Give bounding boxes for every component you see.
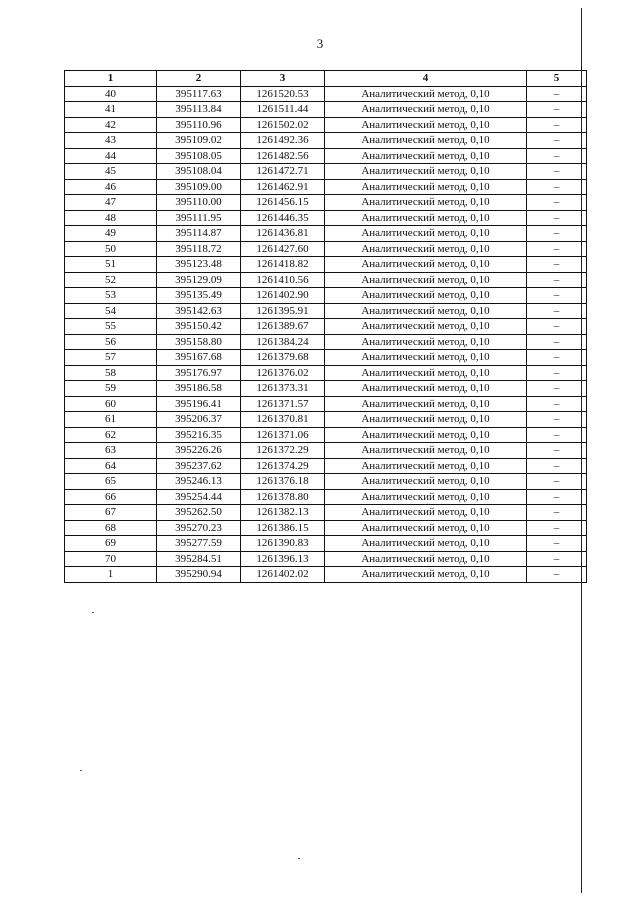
cell-description: – [527,350,587,366]
cell-method: Аналитический метод, 0,10 [325,443,527,459]
cell-point-number: 58 [65,365,157,381]
cell-point-number: 70 [65,551,157,567]
table-row [65,195,587,211]
cell-description: – [527,489,587,505]
cell-y-coordinate: 1261379.68 [241,350,325,366]
cell-y-coordinate: 1261384.24 [241,334,325,350]
scan-speck [80,770,82,771]
table-row [65,551,587,567]
table-row [65,319,587,335]
cell-x-coordinate: 395129.09 [157,272,241,288]
cell-y-coordinate: 1261436.81 [241,226,325,242]
cell-point-number: 67 [65,505,157,521]
cell-y-coordinate: 1261446.35 [241,210,325,226]
cell-method: Аналитический метод, 0,10 [325,303,527,319]
cell-method: Аналитический метод, 0,10 [325,226,527,242]
cell-point-number: 63 [65,443,157,459]
cell-method: Аналитический метод, 0,10 [325,164,527,180]
cell-y-coordinate: 1261410.56 [241,272,325,288]
cell-x-coordinate: 395113.84 [157,102,241,118]
cell-description: – [527,179,587,195]
cell-description: – [527,117,587,133]
cell-point-number: 43 [65,133,157,149]
table-row [65,396,587,412]
cell-y-coordinate: 1261372.29 [241,443,325,459]
cell-y-coordinate: 1261371.57 [241,396,325,412]
table-row [65,257,587,273]
cell-method: Аналитический метод, 0,10 [325,257,527,273]
cell-point-number: 60 [65,396,157,412]
table-row [65,241,587,257]
table-row [65,179,587,195]
cell-method: Аналитический метод, 0,10 [325,396,527,412]
cell-method: Аналитический метод, 0,10 [325,412,527,428]
table-row [65,288,587,304]
table-row [65,489,587,505]
cell-point-number: 64 [65,458,157,474]
cell-x-coordinate: 395135.49 [157,288,241,304]
cell-point-number: 57 [65,350,157,366]
table-row [65,381,587,397]
cell-point-number: 48 [65,210,157,226]
header-description: 5 [527,71,587,87]
cell-description: – [527,427,587,443]
table-row [65,443,587,459]
table-row [65,458,587,474]
cell-description: – [527,288,587,304]
cell-point-number: 42 [65,117,157,133]
cell-point-number: 61 [65,412,157,428]
page-number: 3 [316,36,324,51]
cell-x-coordinate: 395111.95 [157,210,241,226]
cell-y-coordinate: 1261511.44 [241,102,325,118]
cell-method: Аналитический метод, 0,10 [325,117,527,133]
cell-y-coordinate: 1261427.60 [241,241,325,257]
cell-y-coordinate: 1261396.13 [241,551,325,567]
cell-y-coordinate: 1261472.71 [241,164,325,180]
cell-point-number: 62 [65,427,157,443]
cell-description: – [527,458,587,474]
cell-description: – [527,257,587,273]
table-row [65,350,587,366]
table-row [65,536,587,552]
cell-point-number: 1 [65,567,157,583]
cell-y-coordinate: 1261520.53 [241,86,325,102]
cell-description: – [527,365,587,381]
cell-x-coordinate: 395237.62 [157,458,241,474]
cell-y-coordinate: 1261389.67 [241,319,325,335]
cell-description: – [527,520,587,536]
cell-x-coordinate: 395109.02 [157,133,241,149]
cell-y-coordinate: 1261371.06 [241,427,325,443]
cell-x-coordinate: 395284.51 [157,551,241,567]
cell-point-number: 41 [65,102,157,118]
cell-description: – [527,210,587,226]
table-row [65,427,587,443]
cell-y-coordinate: 1261402.90 [241,288,325,304]
cell-point-number: 56 [65,334,157,350]
table-row [65,272,587,288]
table-row [65,164,587,180]
cell-description: – [527,334,587,350]
header-point-number: 1 [65,71,157,87]
cell-x-coordinate: 395254.44 [157,489,241,505]
cell-y-coordinate: 1261456.15 [241,195,325,211]
cell-x-coordinate: 395110.96 [157,117,241,133]
table-row [65,102,587,118]
cell-method: Аналитический метод, 0,10 [325,381,527,397]
cell-description: – [527,396,587,412]
cell-x-coordinate: 395246.13 [157,474,241,490]
cell-x-coordinate: 395108.04 [157,164,241,180]
table-row [65,412,587,428]
cell-x-coordinate: 395206.37 [157,412,241,428]
cell-method: Аналитический метод, 0,10 [325,551,527,567]
table-row [65,117,587,133]
cell-method: Аналитический метод, 0,10 [325,179,527,195]
cell-description: – [527,241,587,257]
cell-description: – [527,133,587,149]
cell-method: Аналитический метод, 0,10 [325,210,527,226]
table-row [65,210,587,226]
coordinates-table [64,70,587,583]
cell-method: Аналитический метод, 0,10 [325,334,527,350]
cell-y-coordinate: 1261376.02 [241,365,325,381]
cell-x-coordinate: 395123.48 [157,257,241,273]
cell-point-number: 51 [65,257,157,273]
cell-description: – [527,412,587,428]
cell-description: – [527,474,587,490]
cell-description: – [527,536,587,552]
cell-method: Аналитический метод, 0,10 [325,195,527,211]
cell-method: Аналитический метод, 0,10 [325,458,527,474]
scan-speck [298,858,300,859]
header-y-coordinate: 3 [241,71,325,87]
cell-method: Аналитический метод, 0,10 [325,427,527,443]
cell-description: – [527,505,587,521]
cell-point-number: 47 [65,195,157,211]
cell-y-coordinate: 1261370.81 [241,412,325,428]
cell-method: Аналитический метод, 0,10 [325,319,527,335]
table-row [65,567,587,583]
table-body [65,86,587,582]
cell-point-number: 68 [65,520,157,536]
cell-y-coordinate: 1261373.31 [241,381,325,397]
cell-point-number: 59 [65,381,157,397]
table-row [65,520,587,536]
cell-x-coordinate: 395196.41 [157,396,241,412]
cell-description: – [527,226,587,242]
cell-method: Аналитический метод, 0,10 [325,148,527,164]
cell-point-number: 50 [65,241,157,257]
cell-description: – [527,381,587,397]
cell-description: – [527,164,587,180]
cell-x-coordinate: 395176.97 [157,365,241,381]
table-row [65,86,587,102]
cell-description: – [527,102,587,118]
cell-description: – [527,86,587,102]
table-row [65,474,587,490]
cell-x-coordinate: 395216.35 [157,427,241,443]
cell-point-number: 66 [65,489,157,505]
scan-speck [92,612,94,613]
cell-description: – [527,443,587,459]
cell-y-coordinate: 1261382.13 [241,505,325,521]
cell-y-coordinate: 1261390.83 [241,536,325,552]
table-header-row [65,71,587,87]
cell-y-coordinate: 1261502.02 [241,117,325,133]
table-row [65,148,587,164]
cell-x-coordinate: 395262.50 [157,505,241,521]
cell-y-coordinate: 1261482.56 [241,148,325,164]
cell-x-coordinate: 395114.87 [157,226,241,242]
cell-description: – [527,567,587,583]
cell-x-coordinate: 395150.42 [157,319,241,335]
cell-y-coordinate: 1261376.18 [241,474,325,490]
cell-y-coordinate: 1261418.82 [241,257,325,273]
table-row [65,334,587,350]
table-row [65,133,587,149]
cell-point-number: 46 [65,179,157,195]
table-row [65,365,587,381]
header-method: 4 [325,71,527,87]
cell-y-coordinate: 1261402.02 [241,567,325,583]
cell-point-number: 49 [65,226,157,242]
table-row [65,303,587,319]
cell-point-number: 52 [65,272,157,288]
cell-y-coordinate: 1261378.80 [241,489,325,505]
cell-x-coordinate: 395290.94 [157,567,241,583]
cell-description: – [527,303,587,319]
cell-x-coordinate: 395118.72 [157,241,241,257]
cell-method: Аналитический метод, 0,10 [325,505,527,521]
cell-x-coordinate: 395158.80 [157,334,241,350]
cell-y-coordinate: 1261386.15 [241,520,325,536]
cell-point-number: 65 [65,474,157,490]
cell-method: Аналитический метод, 0,10 [325,133,527,149]
cell-method: Аналитический метод, 0,10 [325,365,527,381]
cell-method: Аналитический метод, 0,10 [325,350,527,366]
cell-method: Аналитический метод, 0,10 [325,272,527,288]
cell-x-coordinate: 395108.05 [157,148,241,164]
cell-method: Аналитический метод, 0,10 [325,520,527,536]
cell-y-coordinate: 1261462.91 [241,179,325,195]
cell-point-number: 55 [65,319,157,335]
table-row [65,505,587,521]
cell-y-coordinate: 1261374.29 [241,458,325,474]
cell-description: – [527,148,587,164]
cell-x-coordinate: 395117.63 [157,86,241,102]
cell-method: Аналитический метод, 0,10 [325,536,527,552]
cell-description: – [527,319,587,335]
header-x-coordinate: 2 [157,71,241,87]
cell-point-number: 40 [65,86,157,102]
cell-x-coordinate: 395110.00 [157,195,241,211]
cell-point-number: 69 [65,536,157,552]
cell-x-coordinate: 395186.58 [157,381,241,397]
table-row [65,226,587,242]
cell-y-coordinate: 1261492.36 [241,133,325,149]
cell-y-coordinate: 1261395.91 [241,303,325,319]
cell-x-coordinate: 395226.26 [157,443,241,459]
cell-x-coordinate: 395270.23 [157,520,241,536]
cell-description: – [527,272,587,288]
cell-method: Аналитический метод, 0,10 [325,86,527,102]
cell-x-coordinate: 395109.00 [157,179,241,195]
cell-x-coordinate: 395167.68 [157,350,241,366]
cell-method: Аналитический метод, 0,10 [325,241,527,257]
cell-point-number: 53 [65,288,157,304]
cell-x-coordinate: 395142.63 [157,303,241,319]
cell-method: Аналитический метод, 0,10 [325,102,527,118]
cell-description: – [527,551,587,567]
cell-x-coordinate: 395277.59 [157,536,241,552]
cell-method: Аналитический метод, 0,10 [325,474,527,490]
cell-description: – [527,195,587,211]
cell-point-number: 54 [65,303,157,319]
cell-point-number: 45 [65,164,157,180]
cell-method: Аналитический метод, 0,10 [325,288,527,304]
cell-method: Аналитический метод, 0,10 [325,489,527,505]
cell-point-number: 44 [65,148,157,164]
cell-method: Аналитический метод, 0,10 [325,567,527,583]
